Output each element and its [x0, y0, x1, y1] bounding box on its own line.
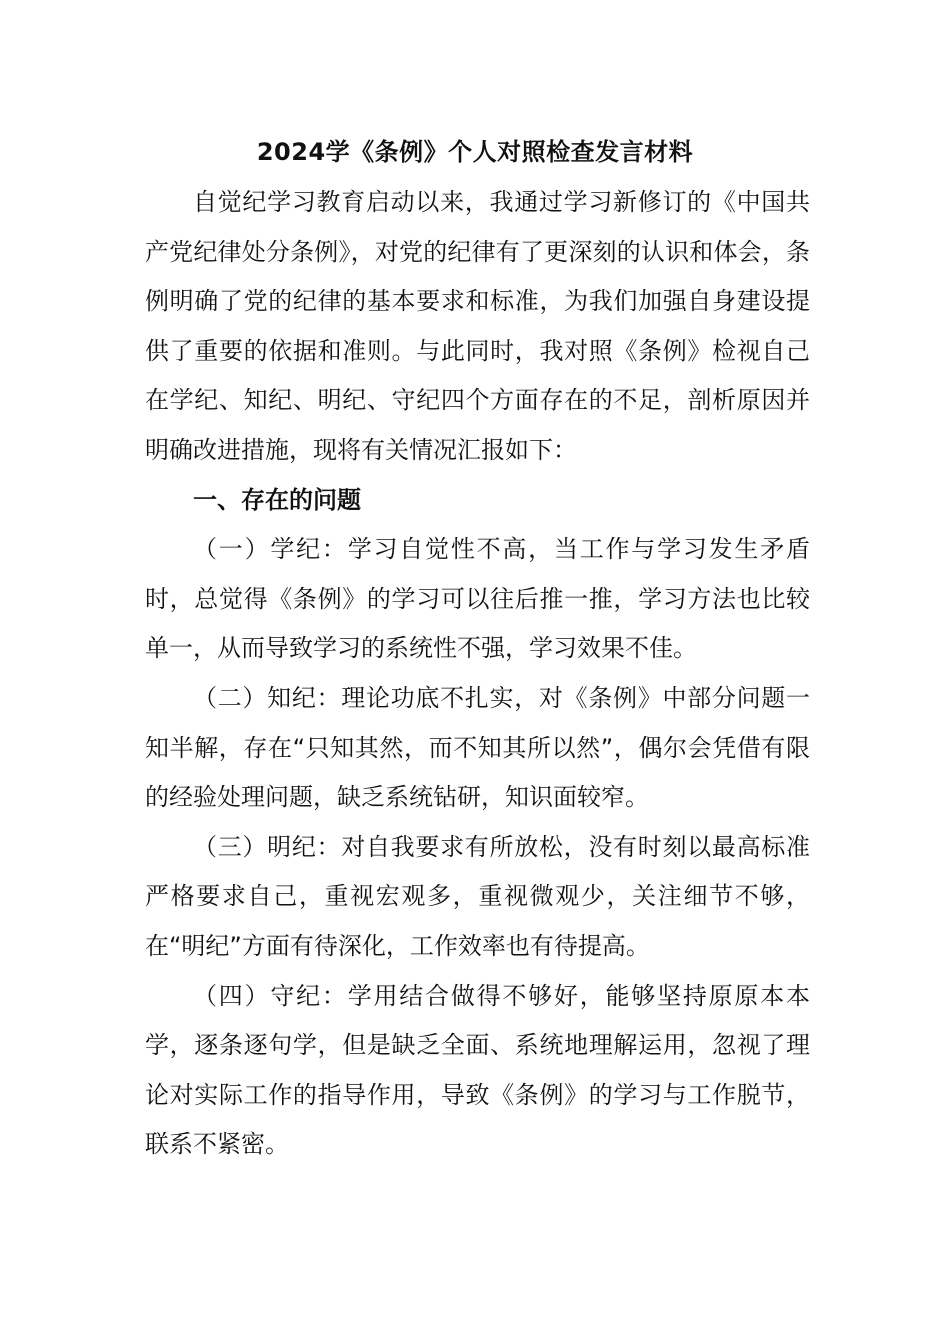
intro-paragraph: 自觉纪学习教育启动以来，我通过学习新修订的《中国共产党纪律处分条例》，对党的纪律有了更深刻的认识和体会，条例明确了党的纪律的基本要求和标准，为我们加强自身建设提供了重要的依据和准则。与此同时，我对照《条例》检视自己在学纪、知纪、明纪、守纪四个方面存在的不足，剖析原因并明确改进措施，现将有关情况汇报如下： [145, 188, 810, 464]
section-heading: 一、存在的问题 [193, 485, 361, 514]
document-title: 2024学《条例》个人对照检查发言材料 [256, 138, 694, 166]
problem-item: （一）学纪：学习自觉性不高，当工作与学习发生矛盾时，总觉得《条例》的学习可以往后推一推，学习方法也比较单一，从而导致学习的系统性不强，学习效果不佳。 [145, 535, 810, 663]
problem-item: （二）知纪：理论功底不扎实，对《条例》中部分问题一知半解，存在“只知其然，而不知其所以然”，偶尔会凭借有限的经验处理问题，缺乏系统钻研，知识面较窄。 [145, 683, 810, 812]
problem-item: （四）守纪：学用结合做得不够好，能够坚持原原本本学，逐条逐句学，但是缺乏全面、系统地理解运用，忽视了理论对实际工作的指导作用，导致《条例》的学习与工作脱节，联系不紧密。 [145, 981, 810, 1159]
document-body [145, 178, 810, 1170]
problem-item: （三）明纪：对自我要求有所放松，没有时刻以最高标准严格要求自己，重视宏观多，重视微观少，关注细节不够，在“明纪”方面有待深化，工作效率也有待提高。 [145, 832, 810, 960]
